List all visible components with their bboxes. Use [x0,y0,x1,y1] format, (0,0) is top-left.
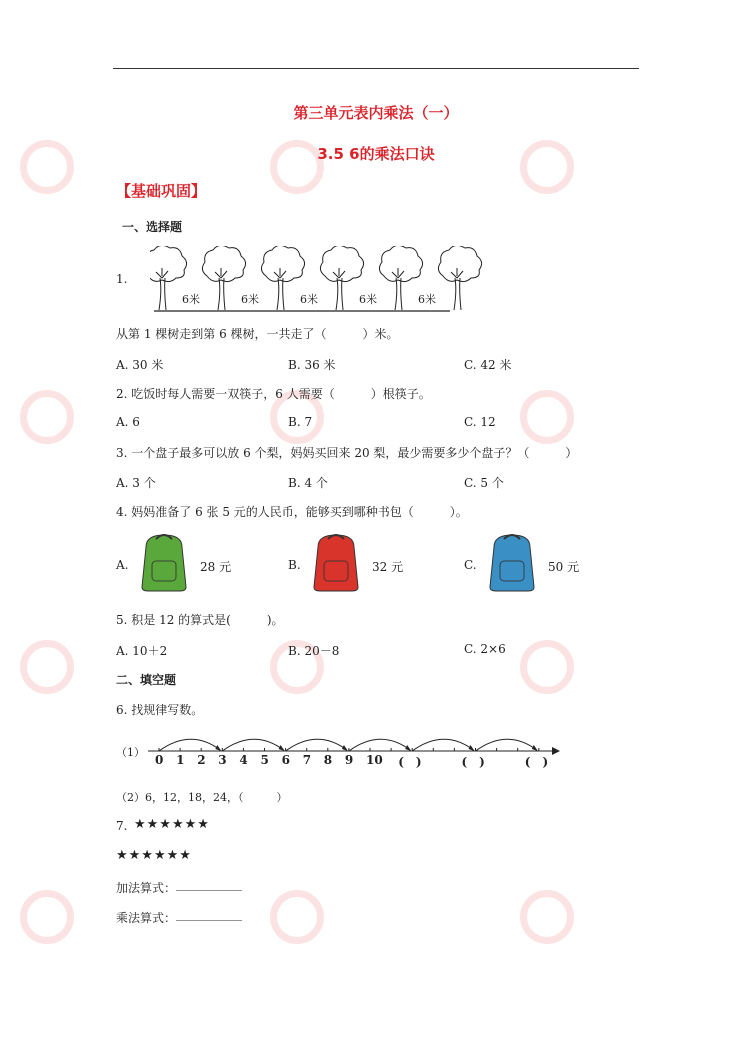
q1-option-b: B. 36 米 [288,358,336,372]
tick-label: 2 [197,753,206,767]
tree-icon [379,246,422,310]
jump-arc [159,739,220,751]
tick-label: 3 [218,753,227,767]
q1-number: 1. [116,272,128,286]
watermark-logo [270,890,324,944]
mul-blank[interactable]: ___________ [176,907,242,921]
watermark-logo [20,890,74,944]
tree-crown [202,246,245,282]
tick-label: 0 [155,753,164,767]
tree-crown [438,246,481,282]
backpack-pocket [324,561,348,581]
distance-label: 6米 [300,293,318,306]
tree-crown [150,246,187,282]
trees-figure [150,246,490,314]
tree-icon [320,246,363,310]
jump-arc [349,739,410,751]
jump-arc [286,739,347,751]
q1-option-a: A. 30 米 [116,358,164,372]
tree-trunk [274,268,286,310]
tree-trunk [451,268,463,310]
q4-option-letter: B. [288,558,301,572]
q1-question: 从第 1 棵树走到第 6 棵树，一共走了（ ）米。 [116,327,399,341]
tick-label: 5 [260,753,269,767]
backpack-pocket [152,561,176,581]
tick-label: ( ) [398,755,422,769]
watermark-logo [520,390,574,444]
part2-heading: 二、填空题 [116,673,177,687]
tree-trunk [392,268,404,310]
q5-option-c: C. 2×6 [464,642,506,656]
q4-option-letter: A. [116,558,129,572]
jump-arrowhead [279,745,285,751]
distance-label: 6米 [359,293,377,306]
watermark-logo [20,640,74,694]
tick-label: 8 [323,753,333,767]
page-title: 第三单元表内乘法（一） [293,104,459,122]
section-basic: 【基础巩固】 [116,182,207,200]
jump-arrowhead [532,745,538,751]
distance-label: 6米 [182,293,200,306]
backpack-icon [482,533,542,593]
q4-option-price: 28 元 [200,560,232,574]
tick-label: 4 [239,753,248,767]
add-label: 加法算式： [116,881,177,895]
tree-crown [379,246,422,282]
jump-arrowhead [469,745,475,751]
stars-row-1: ★★★★★★ [134,817,210,832]
part1-heading: 一、选择题 [122,220,183,234]
tree-trunk [215,268,227,310]
q4-option-price: 32 元 [372,560,404,574]
jump-arrowhead [342,745,348,751]
q6-sub1-label: （1） [116,746,145,759]
tree-trunk [333,268,345,310]
q3-option-b: B. 4 个 [288,476,328,490]
tree-trunk [156,268,168,310]
jump-arc [222,739,283,751]
tick-label: 9 [344,753,354,767]
distance-label: 6米 [418,293,436,306]
jump-arc [476,739,537,751]
q4-question: 4. 妈妈准备了 6 张 5 元的人民币，能够买到哪种书包（ ）。 [116,505,468,519]
tree-icon [438,246,481,310]
axis-arrow [552,747,560,755]
q1-option-c: C. 42 米 [464,358,512,372]
tree-icon [202,246,245,310]
backpack-icon [134,533,194,593]
q5-option-a: A. 10＋2 [116,644,168,658]
tree-crown [261,246,304,282]
backpack-icon [306,533,366,593]
q2-option-a: A. 6 [116,415,140,429]
q4-option-letter: C. [464,558,477,572]
tree-crown [320,246,363,282]
mul-label: 乘法算式： [116,911,177,925]
tick-label: 6 [281,753,290,767]
q2-question: 2. 吃饭时每人需要一双筷子，6 人需要（ ）根筷子。 [116,387,431,401]
stars-row-2: ★★★★★★ [116,848,192,863]
q6-question: 6. 找规律写数。 [116,703,204,717]
backpack-pocket [500,561,524,581]
watermark-logo [520,890,574,944]
jump-arrowhead [405,745,411,751]
jump-arrowhead [215,745,221,751]
watermark-logo [20,390,74,444]
watermark-logo [520,640,574,694]
tick-label: ( ) [524,755,549,769]
tick-label: 1 [176,753,185,767]
page-subtitle: 3.5 6的乘法口诀 [317,145,435,163]
q2-option-b: B. 7 [288,415,313,429]
q5-option-b: B. 20－8 [288,644,340,658]
tree-icon [261,246,304,310]
q3-question: 3. 一个盘子最多可以放 6 个梨，妈妈买回来 20 梨，最少需要多少个盘子？（ ） [116,446,578,460]
distance-label: 6米 [241,293,259,306]
q6-sub2: （2）6，12，18，24，（ ） [116,791,288,804]
q5-question: 5. 积是 12 的算式是( )。 [116,613,284,627]
header-rule [113,68,639,69]
jump-arc [412,739,473,751]
tick-label: 7 [302,753,312,767]
q2-option-c: C. 12 [464,415,496,429]
q7-number: 7. [116,819,128,833]
add-blank[interactable]: ___________ [176,877,242,891]
tick-label: 10 [366,753,383,767]
q3-option-c: C. 5 个 [464,476,504,490]
q4-option-price: 50 元 [548,560,580,574]
tick-label: ( ) [461,755,485,769]
q3-option-a: A. 3 个 [116,476,156,490]
